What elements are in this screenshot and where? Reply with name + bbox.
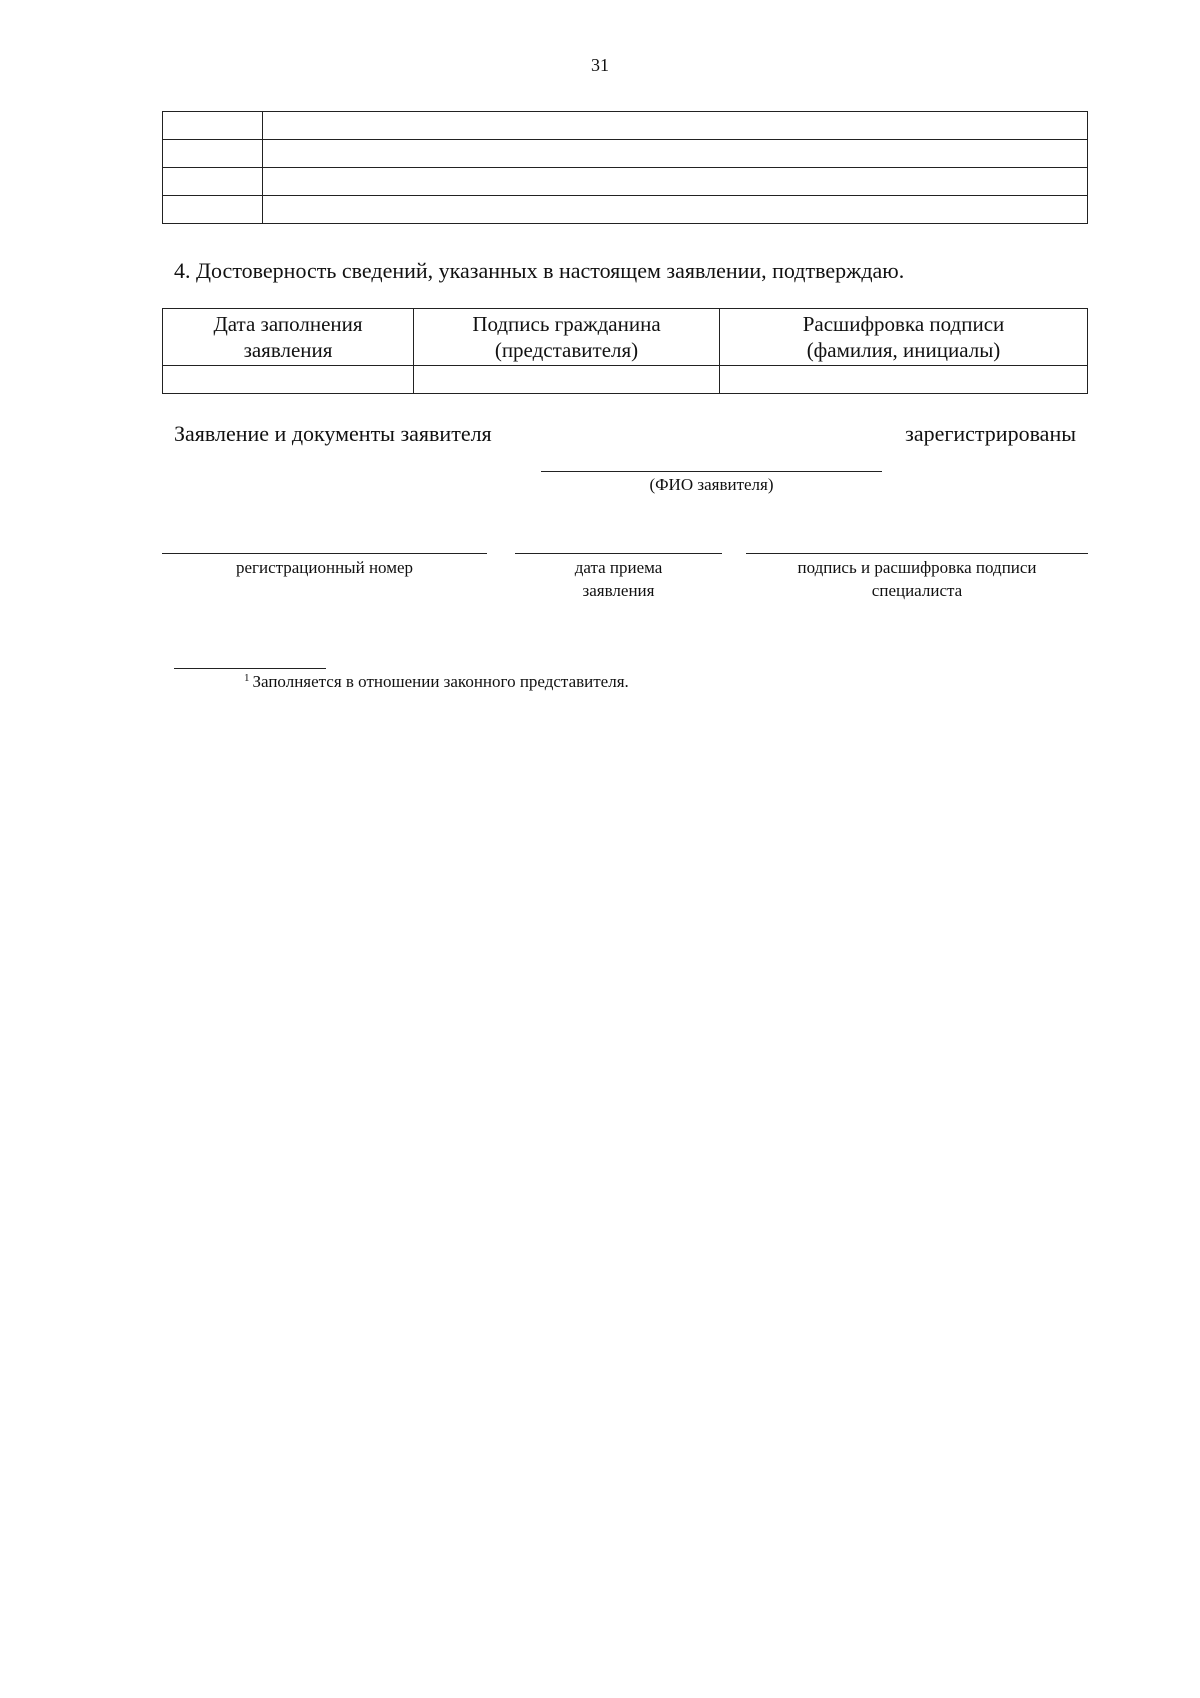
signature-table-header — [163, 309, 1088, 366]
signature-cell[interactable] — [414, 366, 720, 394]
applicant-name-line[interactable] — [541, 471, 882, 472]
date-cell[interactable] — [163, 366, 414, 394]
table-row — [163, 140, 1088, 168]
blank-table — [162, 111, 1088, 224]
signature-table — [162, 308, 1088, 394]
header-signature-decoding: Расшифровка подписи (фамилия, инициалы) — [720, 309, 1088, 366]
specialist-signature-label: подпись и расшифровка подписи специалиста — [797, 558, 1037, 600]
acceptance-date-label: дата приема заявления — [574, 558, 663, 600]
registration-status: зарегистрированы — [905, 421, 1076, 446]
header-signature: Подпись гражданина (представителя) — [414, 309, 720, 366]
header-date: Дата заполнения заявления — [163, 309, 414, 366]
table-row — [163, 196, 1088, 224]
applicant-name-label: (ФИО заявителя) — [649, 475, 774, 494]
registration-number-line[interactable] — [162, 553, 487, 554]
table-row — [163, 112, 1088, 140]
specialist-signature-line[interactable] — [746, 553, 1088, 554]
registration-number-label: регистрационный номер — [235, 558, 414, 577]
footnote-text: Заполняется в отношении законного представителя. — [252, 672, 629, 691]
page-number: 31 — [591, 55, 609, 75]
registration-text: Заявление и документы заявителя — [174, 421, 492, 446]
confirmation-statement: 4. Достоверность сведений, указанных в настоящем заявлении, подтверждаю. — [174, 258, 905, 283]
signature-table-row — [163, 366, 1088, 394]
acceptance-date-line[interactable] — [515, 553, 722, 554]
footnote-marker: 1 — [244, 672, 250, 684]
table-row — [163, 168, 1088, 196]
footnote-separator — [174, 668, 326, 669]
footnote — [244, 672, 629, 692]
signature-decoding-cell[interactable] — [720, 366, 1088, 394]
